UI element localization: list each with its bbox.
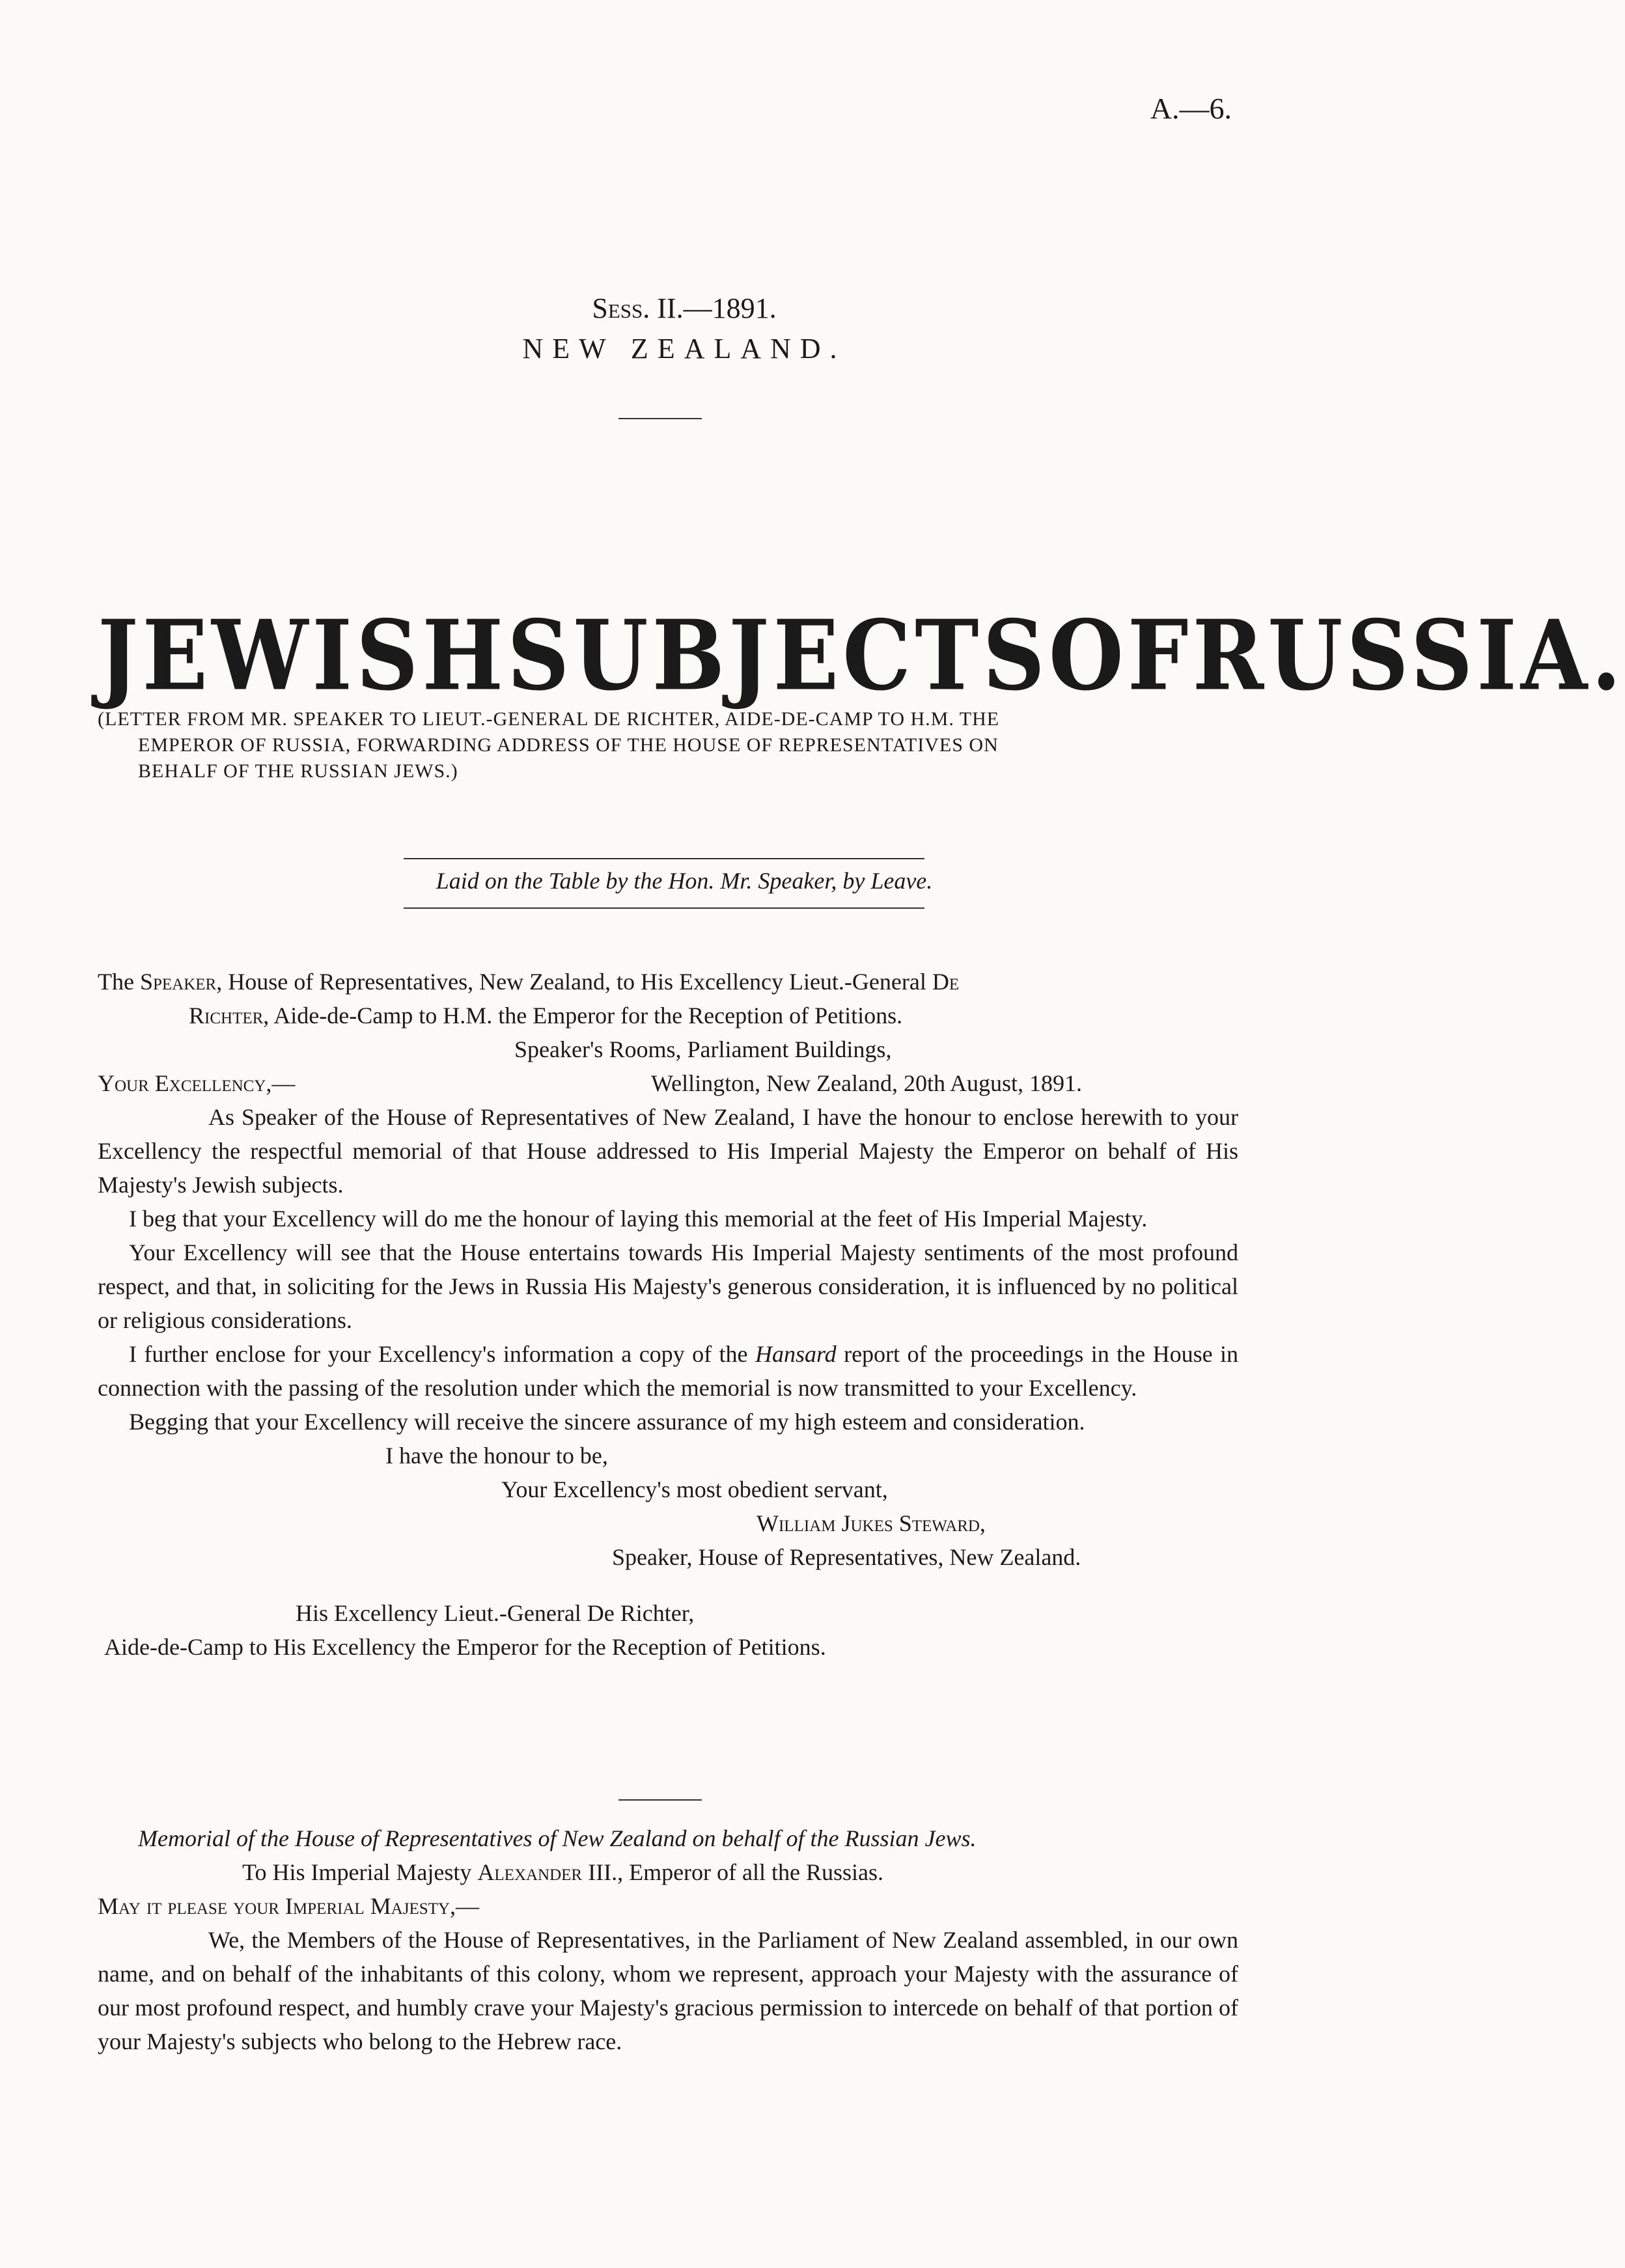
document-title bbox=[98, 599, 1625, 713]
letter-paragraph: I further enclose for your Excellency's information a copy of the Hansard report of the proceedings in the House in connection with the passing of the resolution under which the memorial is now transmitted to your Excellency. bbox=[98, 1341, 1238, 1401]
divider-rule bbox=[618, 1799, 702, 1801]
letter-paragraph: I beg that your Excellency will do me the honour of laying this memorial at the feet of His Imperial Majesty. bbox=[129, 1206, 1148, 1232]
title-word: SUBJECTS bbox=[507, 599, 1049, 713]
title-word: OF bbox=[1048, 599, 1193, 713]
letter-addressee: His Excellency Lieut.-General De Richter, bbox=[296, 1600, 695, 1626]
letter-salutation-row bbox=[98, 1066, 1238, 1100]
letter-closing: I have the honour to be, bbox=[385, 1443, 608, 1469]
letter-paragraph: Your Excellency will see that the House entertains towards His Imperial Majesty sentiments of the most profound respect, and that, in soliciting for the Jews in Russia His Majesty's generous consideration, it is influenced by no political or religious considerations. bbox=[98, 1239, 1238, 1333]
letter bbox=[98, 965, 1238, 1664]
letter-closing: Your Excellency's most obedient servant, bbox=[501, 1476, 888, 1502]
memorial-addressee: To His Imperial Majesty Alexander III., Emperor of all the Russias. bbox=[242, 1859, 883, 1885]
divider-rule bbox=[618, 418, 702, 419]
session-line: Sess. II.—1891. bbox=[592, 292, 777, 324]
letter-paragraph: Begging that your Excellency will receive the sincere assurance of my high esteem and consideration. bbox=[129, 1409, 1085, 1435]
letter-signature: William Jukes Steward, bbox=[757, 1510, 986, 1536]
divider-rule bbox=[404, 858, 924, 859]
subtitle-line: BEHALF OF THE RUSSIAN JEWS.) bbox=[138, 760, 458, 782]
letter-address-line: The Speaker, House of Representatives, New Zealand, to His Excellency Lieut.-General De bbox=[98, 969, 960, 995]
paper-reference: A.—6. bbox=[1150, 92, 1232, 125]
letter-address-line: Richter, Aide-de-Camp to H.M. the Emperor for the Reception of Petitions. bbox=[189, 1003, 903, 1029]
title-word: JEWISH bbox=[98, 599, 508, 713]
document-subtitle bbox=[98, 706, 1237, 784]
letter-signature-title: Speaker, House of Representatives, New Zealand. bbox=[612, 1544, 1081, 1570]
title-word: RUSSIA. bbox=[1192, 599, 1625, 713]
memorial-salutation: May it please your Imperial Majesty,— bbox=[98, 1893, 479, 1919]
letter-date: Wellington, New Zealand, 20th August, 1891. bbox=[651, 1070, 1083, 1096]
subtitle-line: EMPEROR OF RUSSIA, FORWARDING ADDRESS OF THE HOUSE OF REPRESENTATIVES ON bbox=[138, 734, 999, 756]
country-line: NEW ZEALAND. bbox=[522, 333, 846, 365]
letter-place: Speaker's Rooms, Parliament Buildings, bbox=[514, 1036, 892, 1062]
letter-salutation: Your Excellency,— bbox=[98, 1070, 296, 1096]
divider-rule bbox=[404, 907, 924, 909]
letter-paragraph: As Speaker of the House of Representatives of New Zealand, I have the honour to enclose herewith to your Excellency the respectful memorial of that House addressed to His Imperial Majesty the Emperor on behalf of His Majesty's Jewish subjects. bbox=[98, 1104, 1238, 1198]
memorial bbox=[98, 1821, 1238, 2058]
laid-on-table-note: Laid on the Table by the Hon. Mr. Speaker, by Leave. bbox=[436, 868, 933, 894]
letter-addressee: Aide-de-Camp to His Excellency the Emperor for the Reception of Petitions. bbox=[104, 1634, 826, 1660]
memorial-heading: Memorial of the House of Representatives of New Zealand on behalf of the Russian Jews. bbox=[138, 1825, 977, 1851]
subtitle-line: (LETTER FROM MR. SPEAKER TO LIEUT.-GENERAL DE RICHTER, AIDE-DE-CAMP TO H.M. THE bbox=[98, 708, 1000, 730]
memorial-paragraph: We, the Members of the House of Representatives, in the Parliament of New Zealand assembled, in our own name, and on behalf of the inhabitants of this colony, whom we represent, approach your Majesty with the assurance of our most profound respect, and humbly crave your Majesty's gracious permission to intercede on behalf of that portion of your Majesty's subjects who belong to the Hebrew race. bbox=[98, 1927, 1238, 2054]
